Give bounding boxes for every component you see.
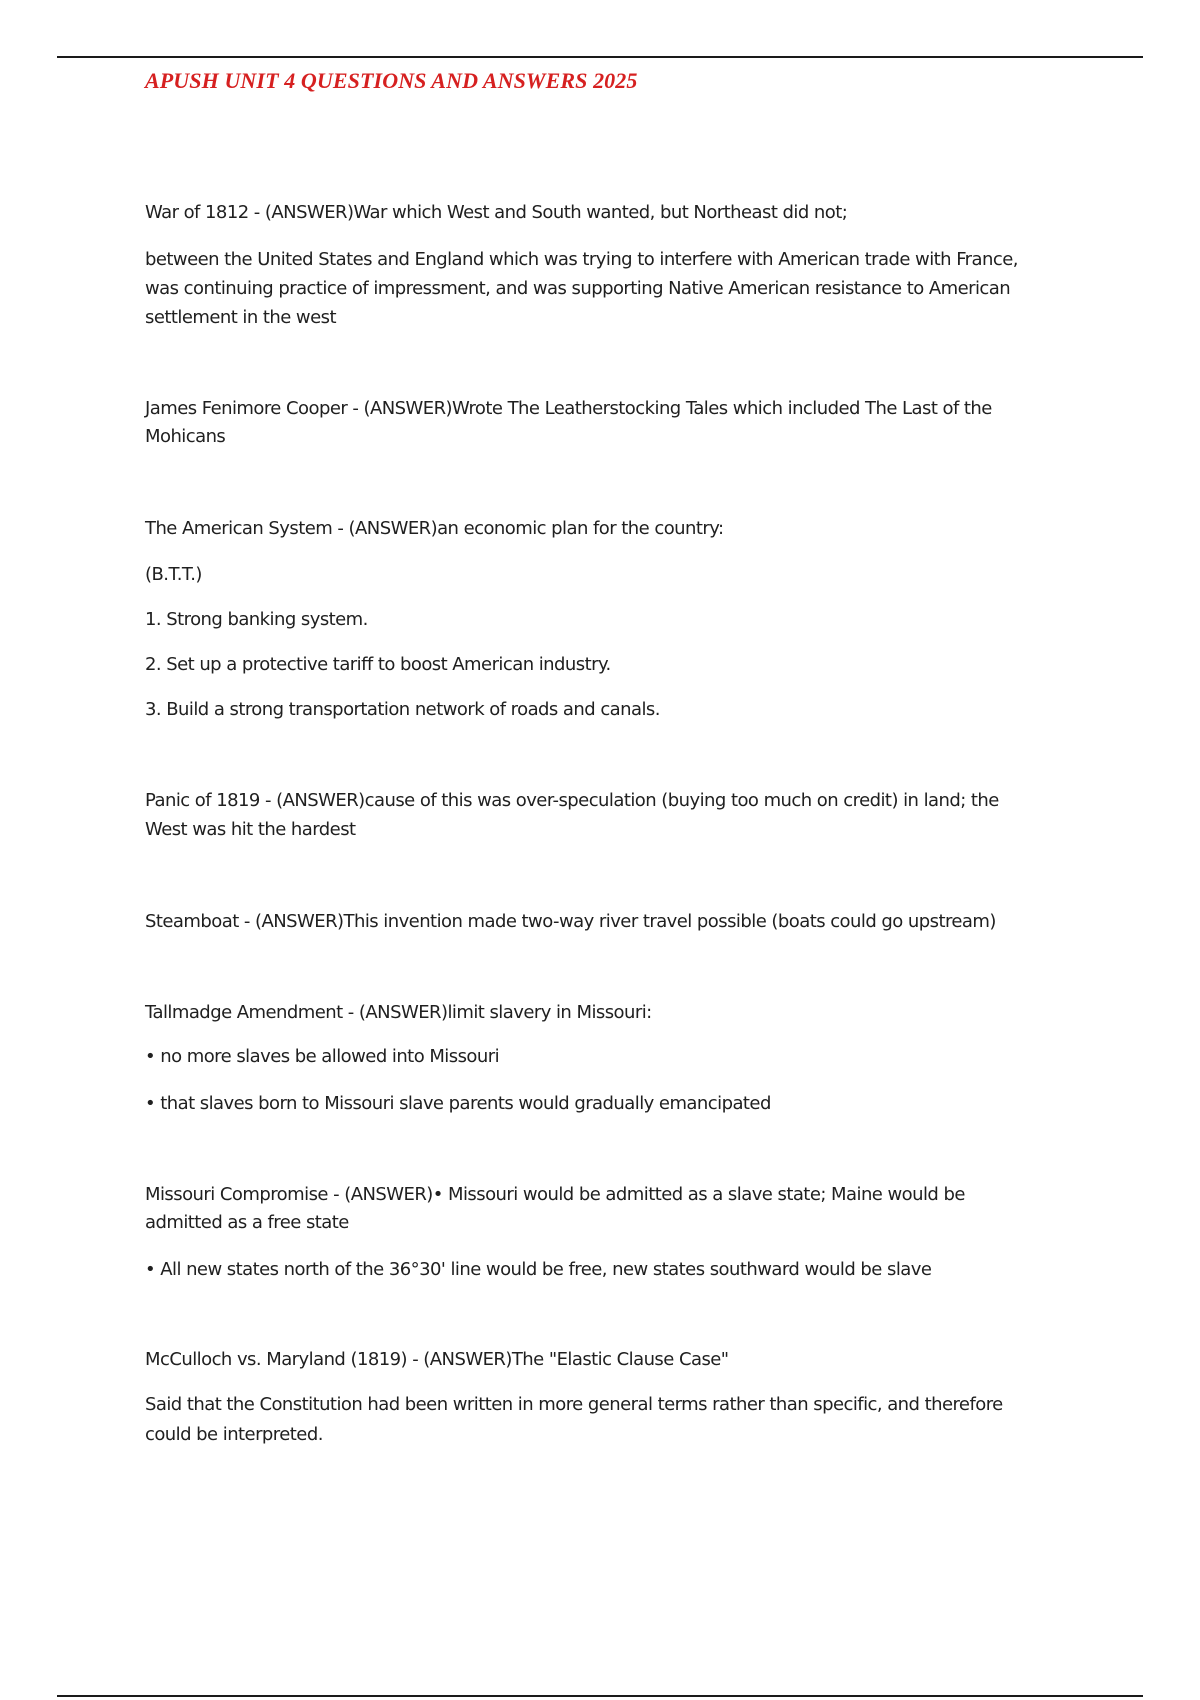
entry-missouri-compromise-text: admitted as a free state	[145, 1212, 349, 1233]
entry-american-system-list-item: 3. Build a strong transportation network of roads and canals.	[145, 699, 660, 720]
entry-war-of-1812-text: between the United States and England which was trying to interfere with American trade with France,	[145, 249, 1018, 270]
entry-tallmadge-bullet: • no more slaves be allowed into Missouri	[145, 1046, 500, 1067]
document-title: APUSH UNIT 4 QUESTIONS AND ANSWERS 2025	[145, 68, 638, 93]
entry-missouri-compromise-bullet: • All new states north of the 36°30' line would be free, new states southward would be slave	[145, 1259, 932, 1280]
entry-panic-of-1819-text: West was hit the hardest	[145, 819, 356, 840]
entry-missouri-compromise-term: Missouri Compromise - (ANSWER)• Missouri would be admitted as a slave state; Maine would be	[145, 1184, 965, 1205]
entry-steamboat-term: Steamboat - (ANSWER)This invention made two-way river travel possible (boats could go upstream)	[145, 911, 996, 932]
entry-panic-of-1819-term: Panic of 1819 - (ANSWER)cause of this was over-speculation (buying too much on credit) in land; the	[145, 790, 999, 811]
top-rule	[57, 56, 1143, 58]
entry-mcculloch-text: Said that the Constitution had been written in more general terms rather than specific, and therefore	[145, 1394, 1003, 1415]
entry-tallmadge-bullet: • that slaves born to Missouri slave parents would gradually emancipated	[145, 1093, 771, 1114]
entry-american-system-list-item: 2. Set up a protective tariff to boost American industry.	[145, 654, 611, 675]
entry-mcculloch-term: McCulloch vs. Maryland (1819) - (ANSWER)The "Elastic Clause Case"	[145, 1349, 729, 1370]
entry-american-system-term: The American System - (ANSWER)an economic plan for the country:	[145, 518, 724, 539]
entry-cooper-term: James Fenimore Cooper - (ANSWER)Wrote The Leatherstocking Tales which included The Last of the	[145, 398, 992, 419]
entry-mcculloch-text: could be interpreted.	[145, 1424, 323, 1445]
entry-american-system-list-item: 1. Strong banking system.	[145, 609, 368, 630]
entry-war-of-1812-term: War of 1812 - (ANSWER)War which West and South wanted, but Northeast did not;	[145, 202, 848, 223]
entry-war-of-1812-text: settlement in the west	[145, 307, 336, 328]
entry-tallmadge-term: Tallmadge Amendment - (ANSWER)limit slavery in Missouri:	[145, 1002, 652, 1023]
entry-war-of-1812-text: was continuing practice of impressment, and was supporting Native American resistance to American	[145, 278, 1011, 299]
entry-cooper-text: Mohicans	[145, 426, 226, 447]
bottom-rule	[57, 1695, 1143, 1697]
entry-american-system-text: (B.T.T.)	[145, 564, 202, 585]
